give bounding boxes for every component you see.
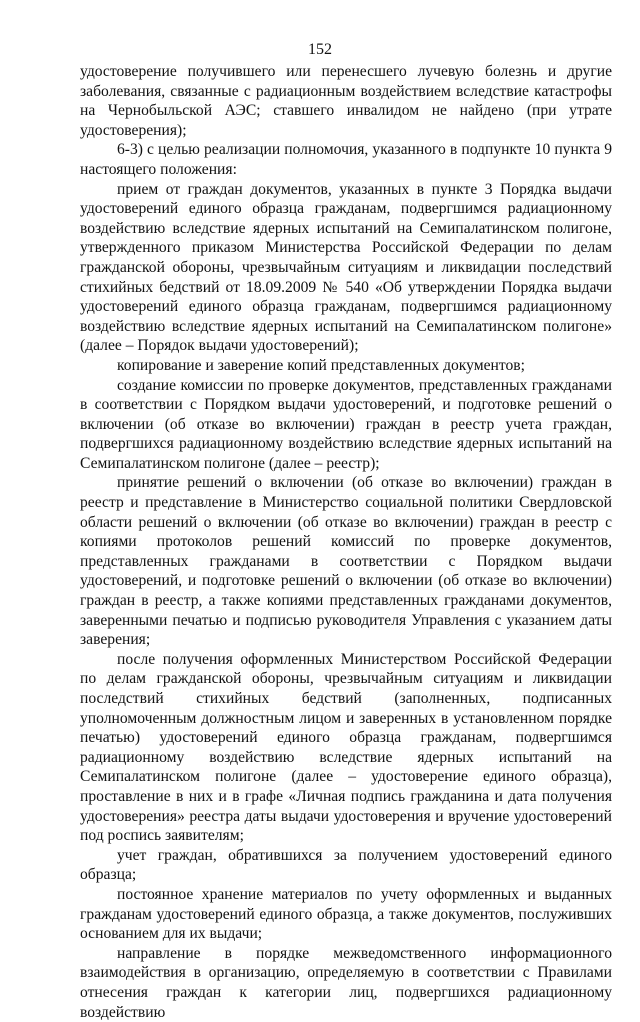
page-number: 152 (308, 41, 332, 58)
paragraph-4: копирование и заверение копий представленных документов; (117, 356, 525, 374)
paragraph-1: удостоверение получившего или перенесшего лучевую болезнь и другие заболевания, связанные с радиационным воздействием вследствие катастрофы на Чернобыльской АЭС; ставшего инвалидом не найдено (при утрате удостоверения); (80, 63, 612, 139)
paragraph-7: после получения оформленных Министерством Российской Федерации по делам гражданской обороны, чрезвычайным ситуациям и ликвидации последствий стихийных бедствий (заполненных, подписанных уполномоченным должностным лицом и заверенных в установленном порядке печатью) удостоверений единого образца гражданам, подвергшимся радиационному воздействию вследствие ядерных испытаний на Семипалатинском полигоне (далее – удостоверение единого образца), проставление в них и в графе «Личная подпись гражданина и дата получения удостоверения» реестра даты выдачи удостоверения и вручение удостоверений под роспись заявителям; (80, 650, 612, 845)
paragraph-6: принятие решений о включении (об отказе во включении) граждан в реестр и представление в Министерство социальной политики Свердловской области решений о включении (об отказе во включении) граждан в реестр с копиями протоколов решений комиссий по проверке документов, представленных гражданами в соответствии с Порядком выдачи удостоверений, и подготовке решений о включении (об отказе во включении) граждан в реестр, а также копиями представленных гражданами документов, заверенными печатью и подписью руководителя Управления с указанием даты заверения; (80, 474, 612, 649)
paragraph-3: прием от граждан документов, указанных в пункте 3 Порядка выдачи удостоверений единого образца гражданам, подвергшимся радиационному воздействию вследствие ядерных испытаний на Семипалатинском полигоне, утвержденного приказом Министерства Российской Федерации по делам гражданской обороны, чрезвычайным ситуациям и ликвидации последствий стихийных бедствий от 18.09.2009 № 540 «Об утверждении Порядка выдачи удостоверений единого образца гражданам, подвергшимся радиационному воздействию вследствие ядерных испытаний на Семипалатинском полигоне» (далее – Порядок выдачи удостоверений); (80, 180, 612, 355)
document-body (80, 62, 612, 1022)
paragraph-8: учет граждан, обратившихся за получением удостоверений единого образца; (80, 846, 612, 884)
paragraph-5: создание комиссии по проверке документов, представленных гражданами в соответствии с Порядком выдачи удостоверений, и подготовке решений о включении (об отказе во включении) граждан в реестр учета граждан, подвергшихся радиационному воздействию вследствие ядерных испытаний на Семипалатинском полигоне (далее – реестр); (80, 376, 612, 472)
paragraph-2: 6-3) с целью реализации полномочия, указанного в подпункте 10 пункта 9 настоящего положения: (80, 141, 612, 178)
paragraph-10: направление в порядке межведомственного информационного взаимодействия в организацию, определяемую в соответствии с Правилами отнесения граждан к категории лиц, подвергшихся радиационному воздействию (80, 944, 612, 1021)
paragraph-9: постоянное хранение материалов по учету оформленных и выданных гражданам удостоверений единого образца, а также документов, послуживших основанием для их выдачи; (80, 885, 612, 943)
